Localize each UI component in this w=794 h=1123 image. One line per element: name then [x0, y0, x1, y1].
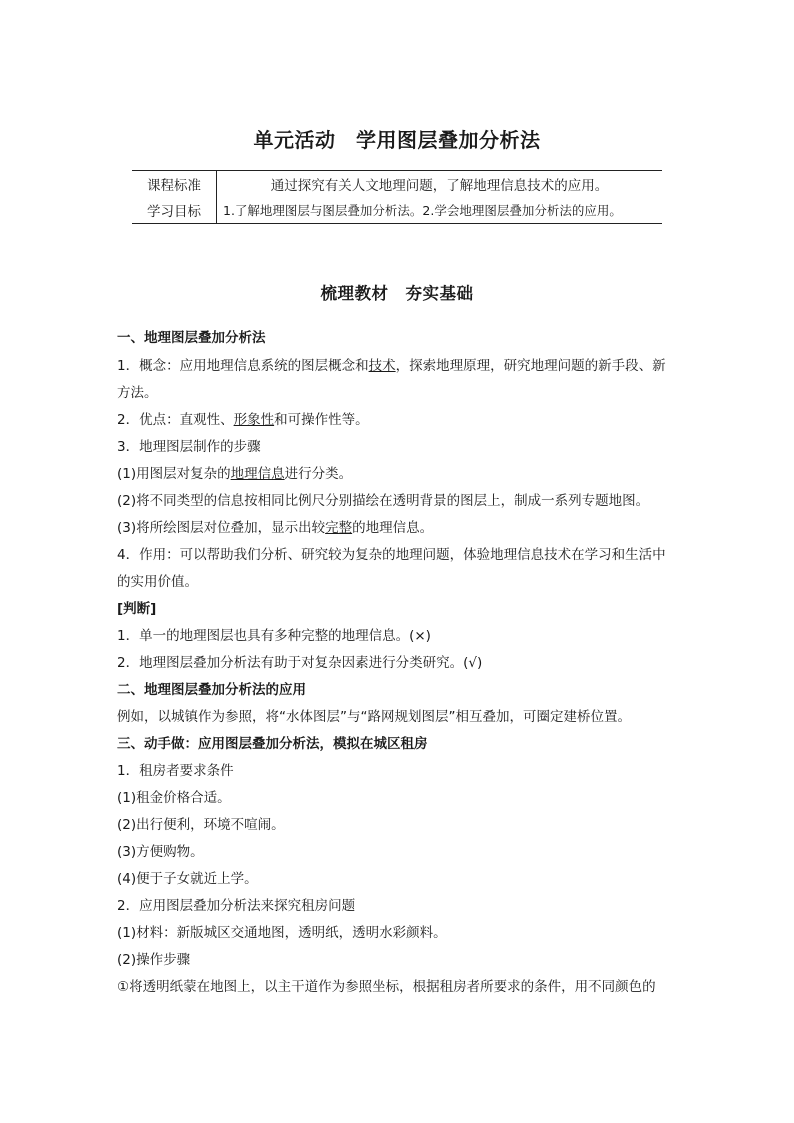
- paragraph-advantages: [117, 410, 369, 430]
- section-title: 梳理教材 夯实基础: [320, 284, 474, 303]
- heading-1: 一、地理图层叠加分析法: [117, 330, 266, 346]
- table-row: [132, 171, 662, 198]
- table-cell-value: 通过探究有关人文地理问题，了解地理信息技术的应用。: [217, 171, 663, 198]
- text: (3)将所绘图层对位叠加，显示出较: [117, 520, 326, 536]
- list-item: [117, 518, 433, 538]
- table-row: [132, 197, 662, 224]
- text: 进行分类。: [284, 466, 353, 482]
- underlined-text: 形象性: [233, 412, 275, 428]
- standards-table: [132, 170, 662, 224]
- heading-3: 三、动手做：应用图层叠加分析法，模拟在城区租房: [117, 736, 428, 752]
- table-cell-label: 学习目标: [132, 197, 217, 224]
- paragraph-concept: [117, 356, 666, 376]
- list-item: [117, 464, 352, 484]
- text: 的地理信息。: [352, 520, 434, 536]
- underlined-text: 技术: [368, 358, 396, 374]
- list-item: (3)方便购物。: [117, 844, 204, 860]
- judge-item: 2．地理图层叠加分析法有助于对复杂因素进行分类研究。(√): [117, 655, 483, 671]
- list-item: (2)将不同类型的信息按相同比例尺分别描绘在透明背景的图层上，制成一系列专题地图。: [117, 493, 650, 509]
- underlined-text: 完整: [325, 520, 353, 536]
- judge-heading: [判断]: [117, 601, 157, 617]
- list-item: (4)便于子女就近上学。: [117, 871, 258, 887]
- text: (1)用图层对复杂的: [117, 466, 231, 482]
- paragraph-concept-cont: 方法。: [117, 385, 158, 401]
- list-item: (2)操作步骤: [117, 952, 191, 968]
- text: ，探索地理原理，研究地理问题的新手段、新: [395, 358, 666, 374]
- paragraph: 2．应用图层叠加分析法来探究租房问题: [117, 898, 356, 914]
- paragraph-example: 例如，以城镇作为参照，将“水体图层”与“路网规划图层”相互叠加，可圈定建桥位置。: [117, 709, 631, 725]
- paragraph-steps-heading: 3．地理图层制作的步骤: [117, 439, 261, 455]
- text: 1．概念：应用地理信息系统的图层概念和: [117, 358, 369, 374]
- heading-2: 二、地理图层叠加分析法的应用: [117, 682, 306, 698]
- paragraph: 1．租房者要求条件: [117, 763, 234, 779]
- list-item: (1)材料：新版城区交通地图，透明纸，透明水彩颜料。: [117, 925, 447, 941]
- table-cell-value: 1.了解地理图层与图层叠加分析法。2.学会地理图层叠加分析法的应用。: [217, 197, 663, 224]
- text: 和可操作性等。: [274, 412, 369, 428]
- judge-item: 1．单一的地理图层也具有多种完整的地理信息。(×): [117, 628, 431, 644]
- paragraph-function: 4．作用：可以帮助我们分析、研究较为复杂的地理问题，体验地理信息技术在学习和生活中: [117, 547, 666, 563]
- text: 2．优点：直观性、: [117, 412, 234, 428]
- paragraph-function-cont: 的实用价值。: [117, 574, 198, 590]
- table-cell-label: 课程标准: [132, 171, 217, 198]
- list-item: (2)出行便利，环境不喧闹。: [117, 817, 285, 833]
- list-item: (1)租金价格合适。: [117, 790, 231, 806]
- page-title: 单元活动 学用图层叠加分析法: [253, 128, 541, 152]
- list-item: ①将透明纸蒙在地图上，以主干道作为参照坐标，根据租房者所要求的条件，用不同颜色的: [117, 979, 656, 995]
- underlined-text: 地理信息: [230, 466, 285, 482]
